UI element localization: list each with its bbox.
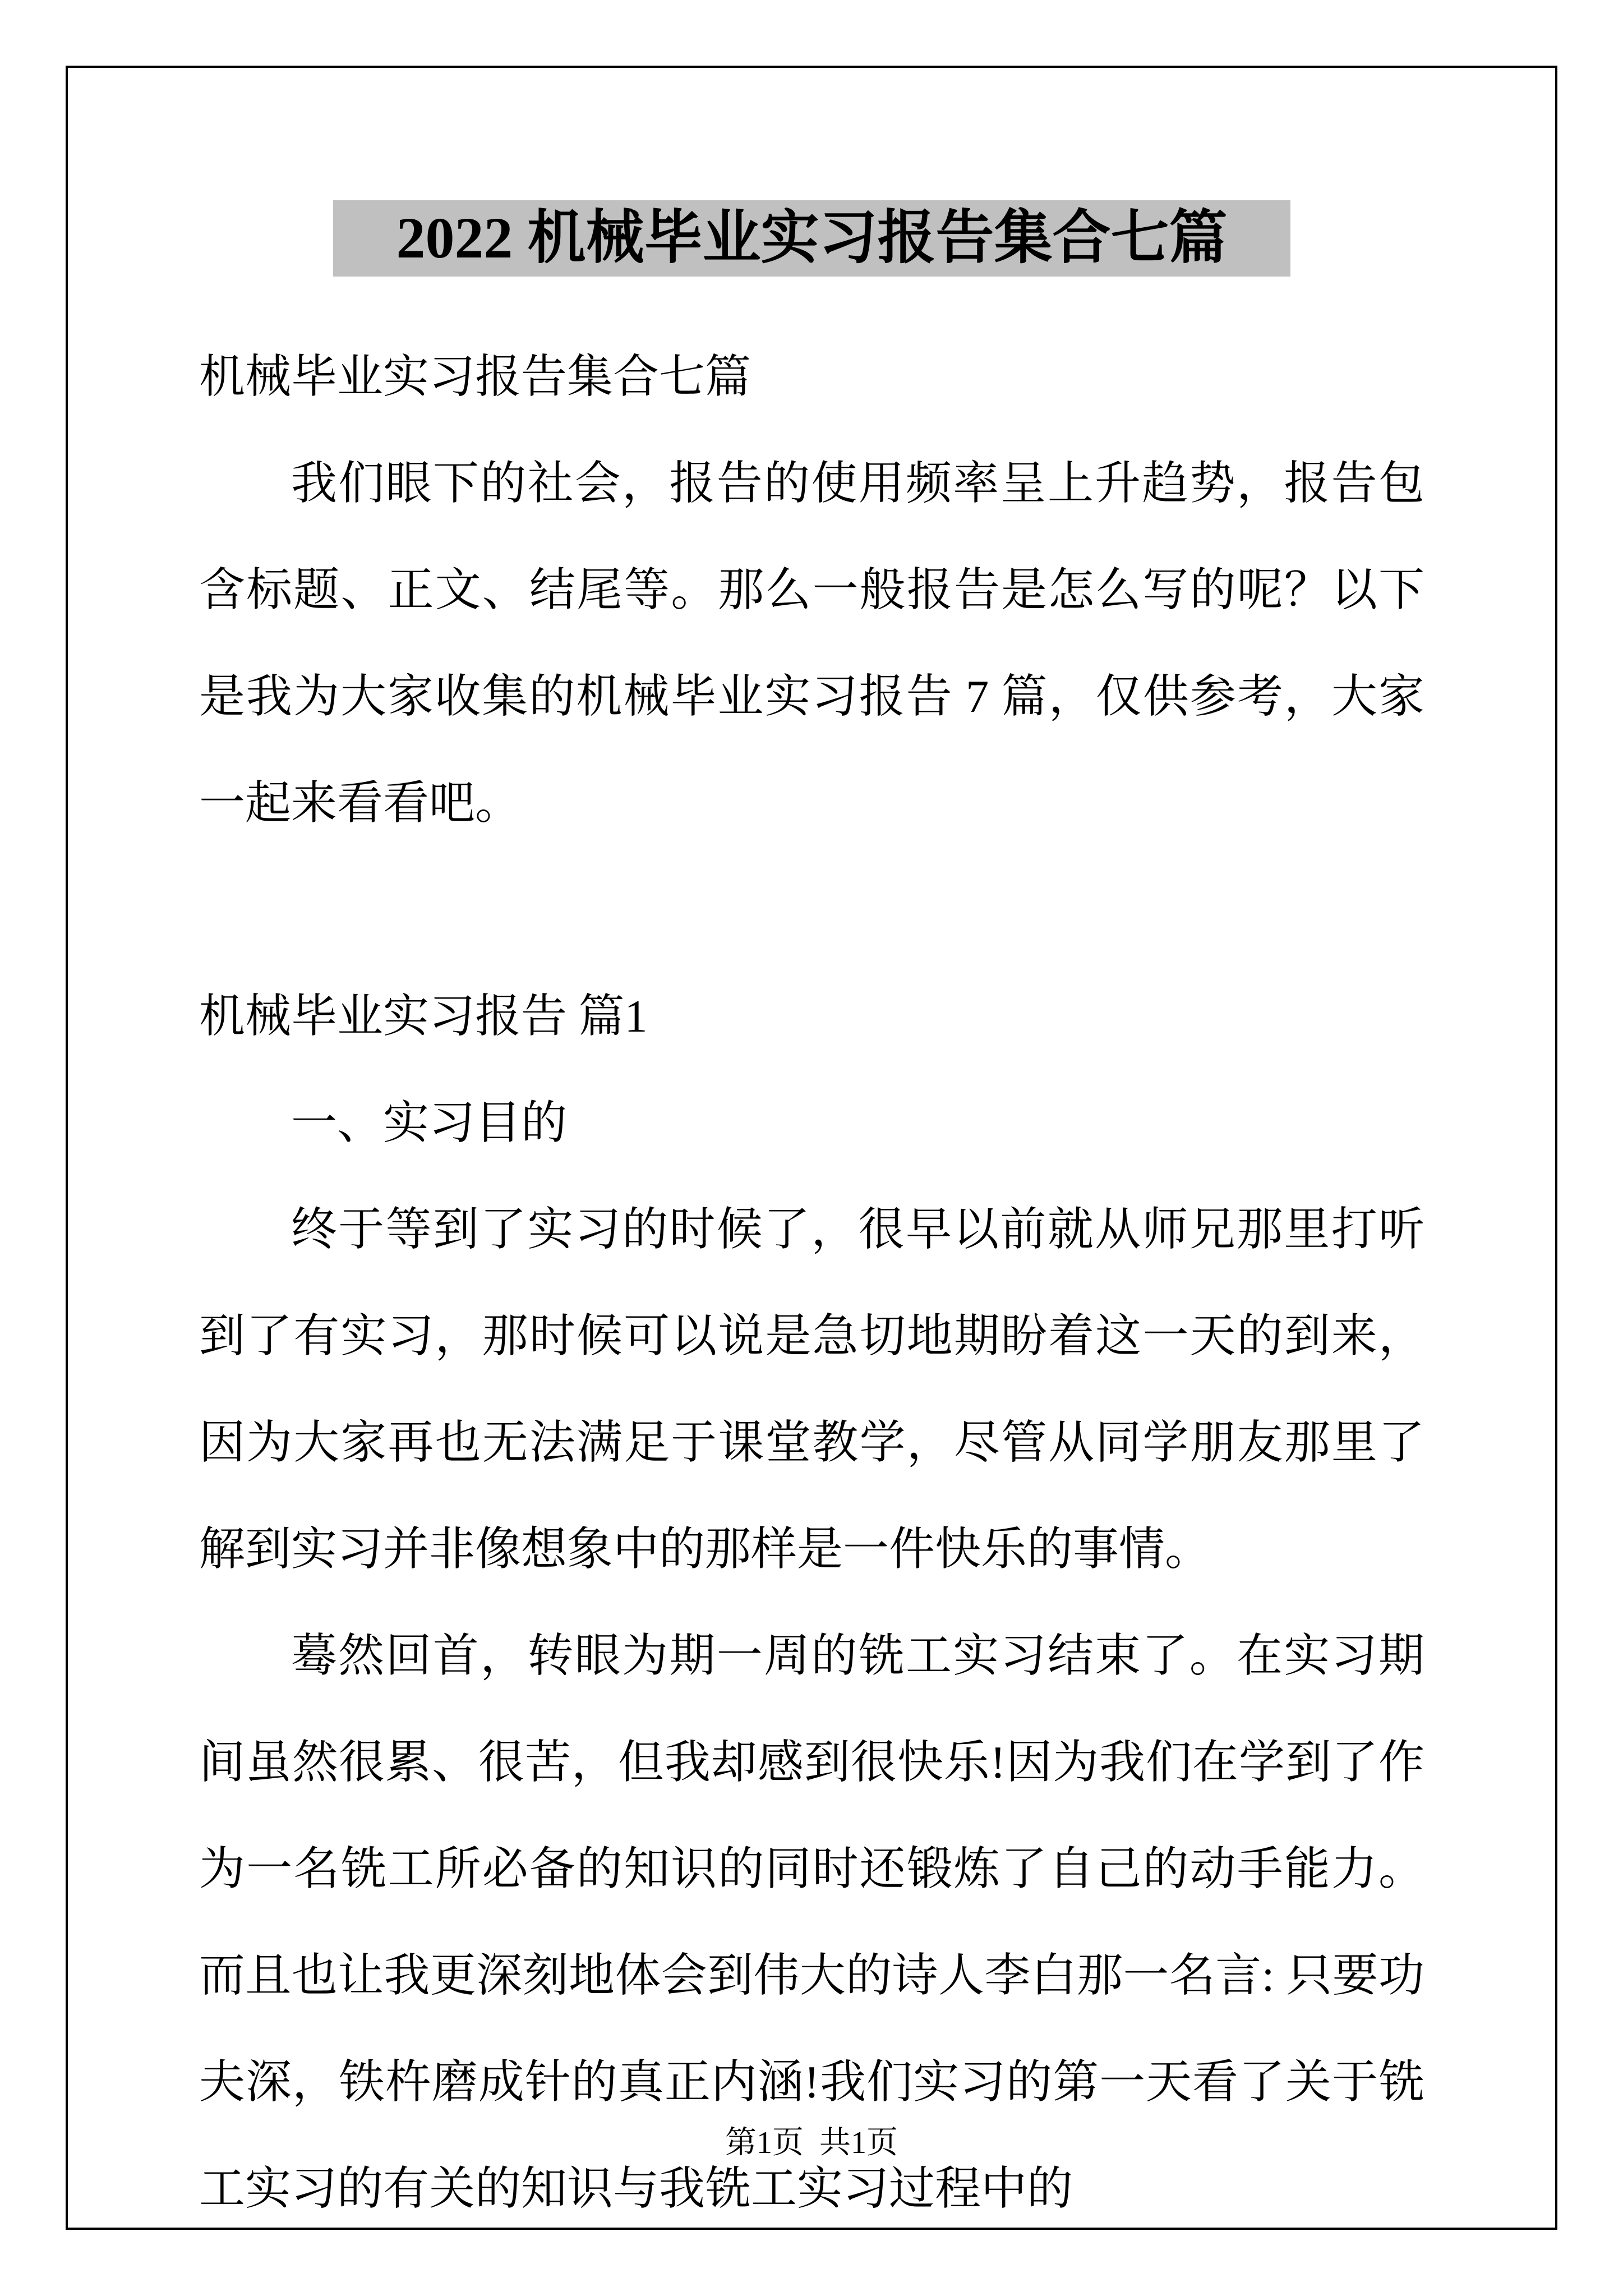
body-paragraph: 蓦然回首，转眼为期一周的铣工实习结束了。在实习期间虽然很累、很苦，但我却感到很快乐!因为我们在学到了作为一名铣工所必备的知识的同时还锻炼了自己的动手能力。而且也让我更深刻地体会到伟大的诗人李白那一名言: 只要功夫深，铁杵磨成针的真正内涵!我们实习的第一天看了关于铣工实习的有关的知识与我铣工实习过程中的 <box>199 1630 1424 2214</box>
document-content <box>199 200 1424 2242</box>
document-title: 2022 机械毕业实习报告集合七篇 <box>333 200 1290 277</box>
subsection-heading-purpose: 一、实习目的 <box>291 1097 568 1148</box>
document-body <box>199 324 1424 2242</box>
body-paragraph: 我们眼下的社会，报告的使用频率呈上升趋势，报告包含标题、正文、结尾等。那么一般报告是怎么写的呢？以下是我为大家收集的机械毕业实习报告 7 篇，仅供参考，大家一起来看看吧。 <box>199 458 1424 829</box>
title-row <box>199 200 1424 277</box>
page-footer: 第1页 共1页 <box>725 2125 898 2160</box>
body-paragraph: 机械毕业实习报告集合七篇 <box>199 351 751 402</box>
body-paragraph: 终于等到了实习的时候了，很早以前就从师兄那里打听到了有实习，那时候可以说是急切地期盼着这一天的到来，因为大家再也无法满足于课堂教学，尽管从同学朋友那里了解到实习并非像想象中的那样是一件快乐的事情。 <box>199 1204 1424 1575</box>
section-heading-pian-1: 机械毕业实习报告 篇1 <box>199 991 648 1042</box>
